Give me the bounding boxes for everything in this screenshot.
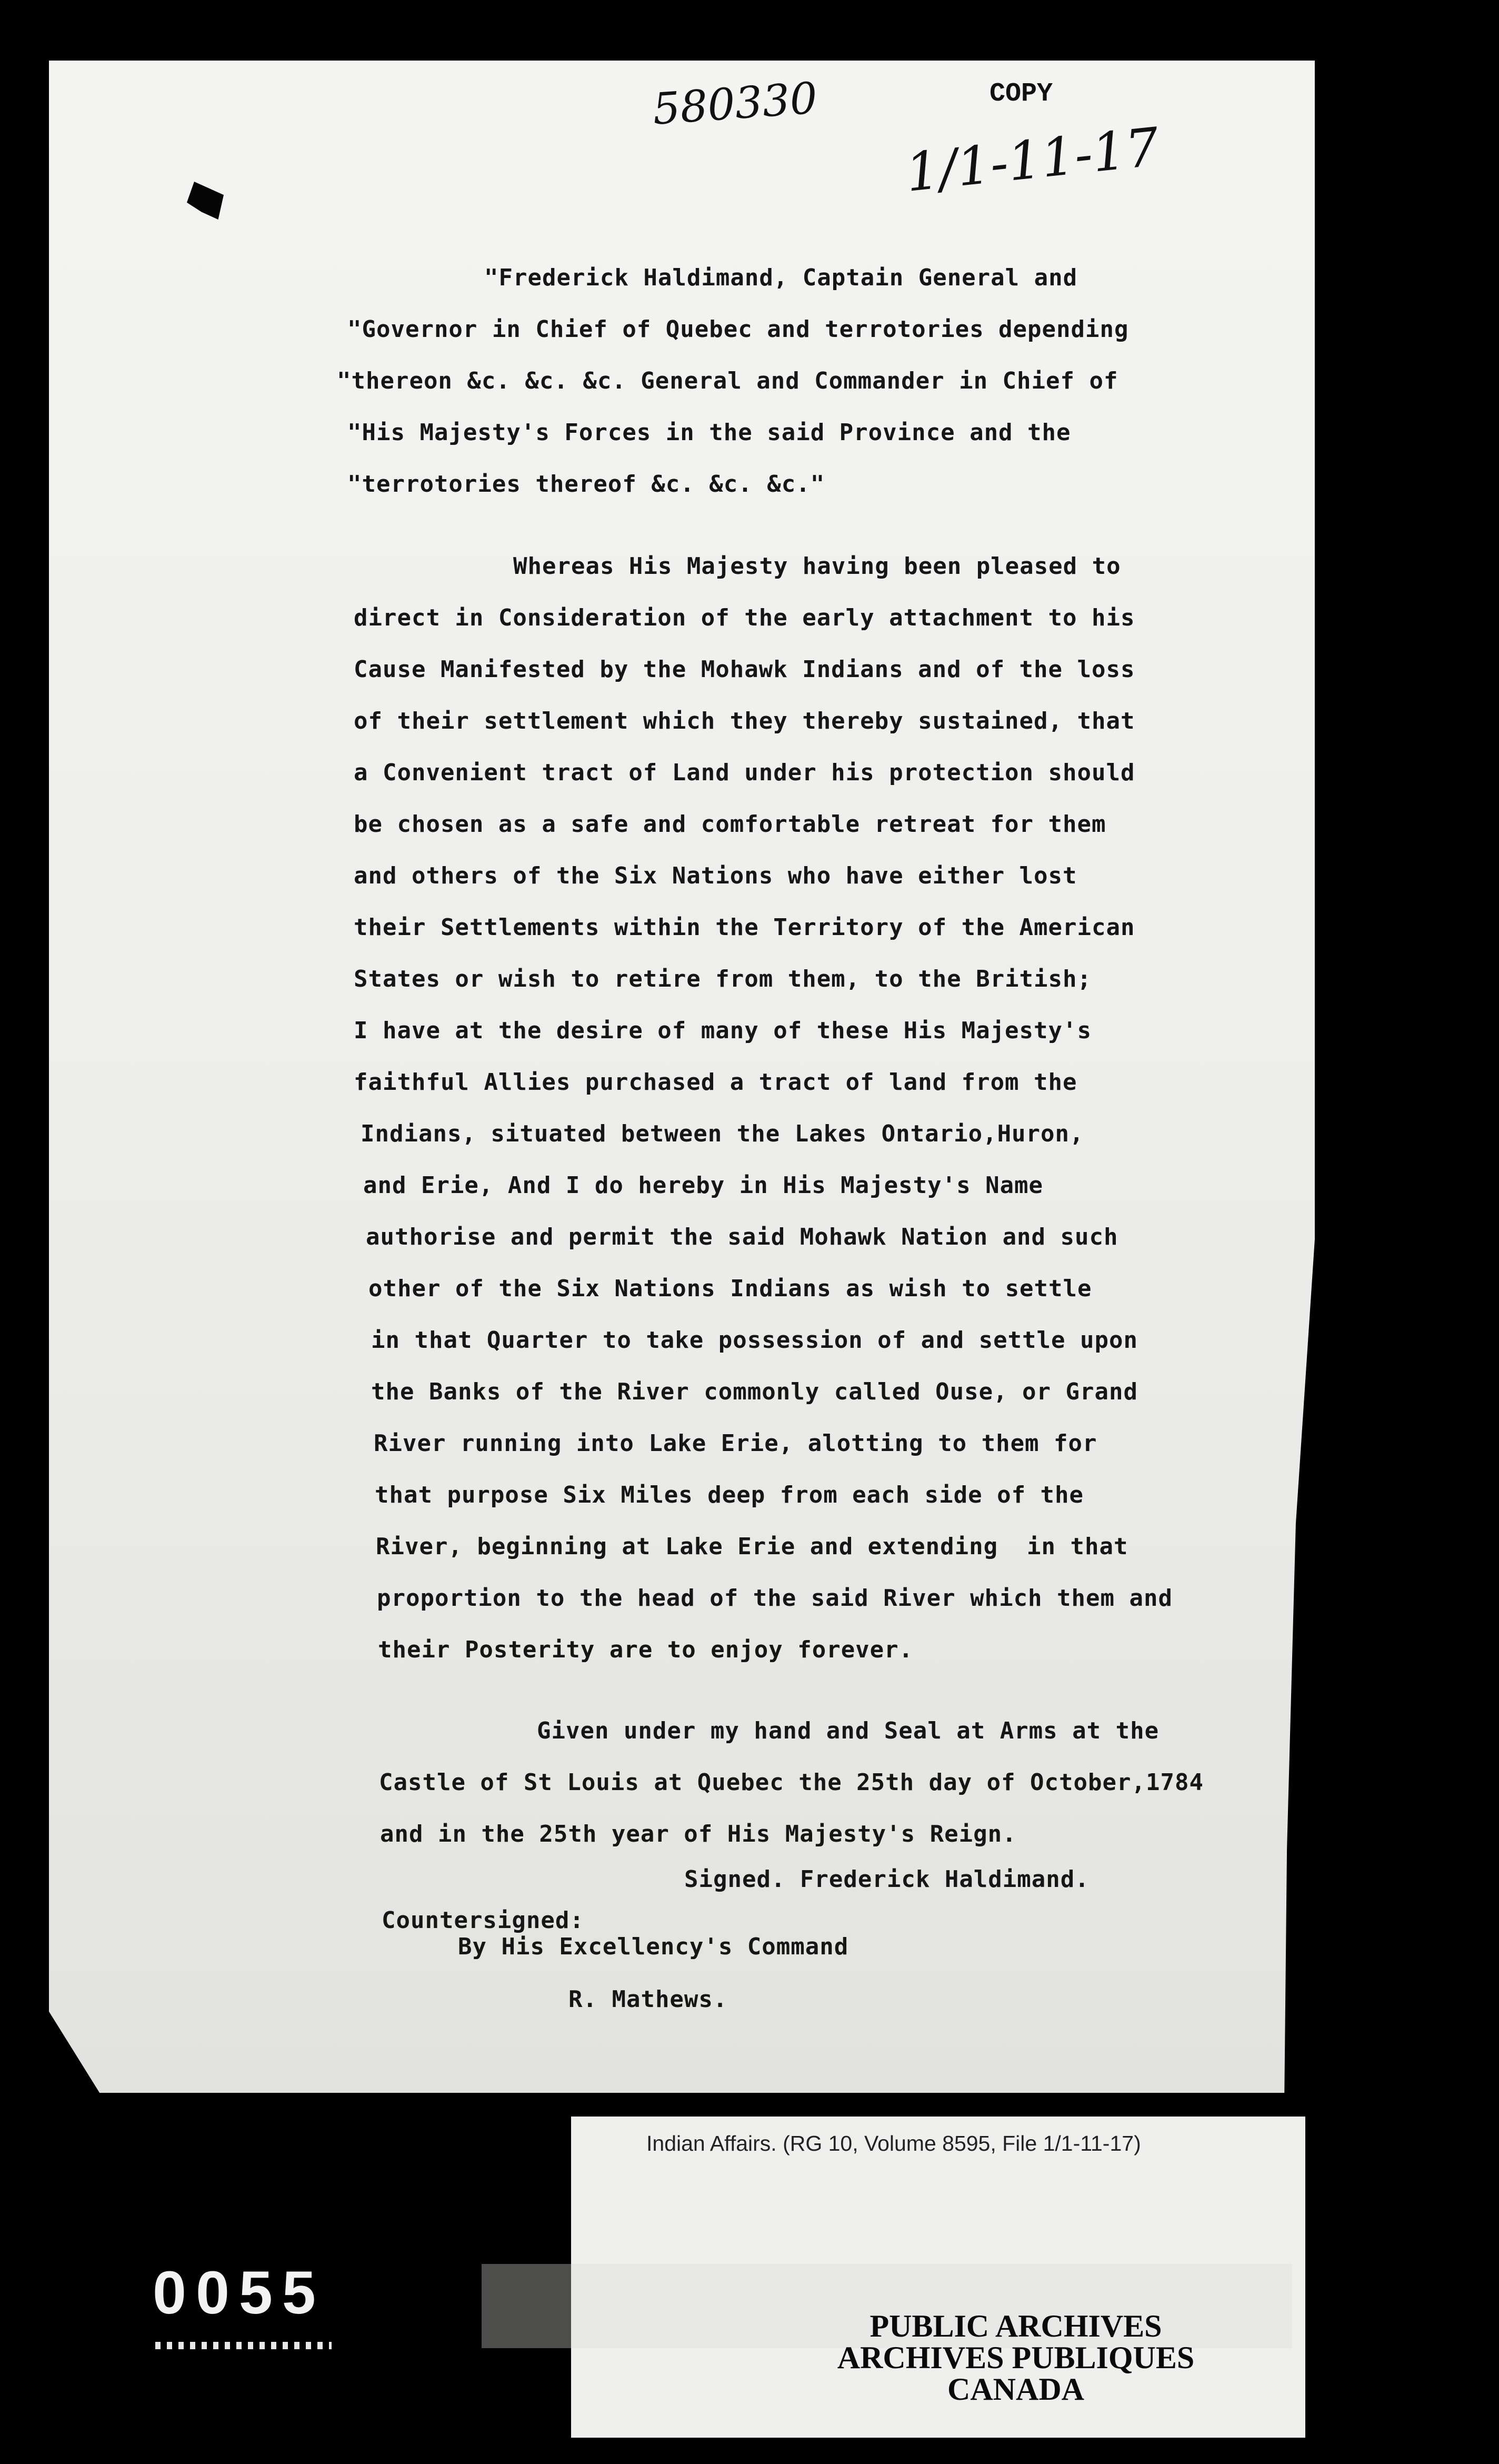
body-line: River running into Lake Erie, alotting to them for [374, 1430, 1097, 1457]
archive-reference: Indian Affairs. (RG 10, Volume 8595, File 1/1-11-17) [646, 2131, 1141, 2155]
body-line: authorise and permit the said Mohawk Nation and such [366, 1224, 1118, 1250]
body-line: their Settlements within the Territory of the American [354, 914, 1135, 941]
body-line: Indians, situated between the Lakes Ontario,Huron, [361, 1120, 1084, 1147]
body-line: and Erie, And I do hereby in His Majesty's Name [363, 1172, 1044, 1199]
frame-counter-bar [155, 2342, 332, 2349]
countersigner-name: R. Mathews. [568, 1986, 728, 2013]
body-line: in that Quarter to take possession of and settle upon [371, 1327, 1138, 1354]
file-number: 580330 [651, 73, 819, 135]
signature-line: Signed. Frederick Haldimand. [684, 1866, 1090, 1893]
body-line: Given under my hand and Seal at Arms at the [537, 1717, 1160, 1744]
body-line: the Banks of the River commonly called Ouse, or Grand [371, 1378, 1138, 1405]
corner-note: 1/1-11-17 [903, 116, 1162, 204]
body-line: Castle of St Louis at Quebec the 25th day of October,1784 [379, 1769, 1204, 1796]
archive-name-fr: ARCHIVES PUBLIQUES [837, 2340, 1195, 2375]
body-line: direct in Consideration of the early attachment to his [354, 604, 1135, 631]
body-line: "Frederick Haldimand, Captain General and [484, 264, 1078, 291]
body-line: their Posterity are to enjoy forever. [378, 1636, 914, 1663]
body-line: of their settlement which they thereby sustained, that [354, 708, 1135, 734]
archive-country: CANADA [947, 2372, 1084, 2407]
body-line: faithful Allies purchased a tract of land from the [354, 1069, 1077, 1096]
body-line: and in the 25th year of His Majesty's Reign. [380, 1821, 1017, 1847]
body-line: I have at the desire of many of these His Majesty's [354, 1017, 1092, 1044]
body-line: "terrotories thereof &c. &c. &c." [347, 471, 825, 498]
body-line: that purpose Six Miles deep from each side of the [375, 1482, 1084, 1508]
command-line: By His Excellency's Command [458, 1933, 849, 1960]
body-line: "Governor in Chief of Quebec and terrotories depending [347, 316, 1129, 343]
countersigned-label: Countersigned: [382, 1907, 584, 1934]
body-line: be chosen as a safe and comfortable retreat for them [354, 811, 1106, 838]
body-line: and others of the Six Nations who have either lost [354, 862, 1077, 889]
body-line: Cause Manifested by the Mohawk Indians and of the loss [354, 656, 1135, 683]
body-line: a Convenient tract of Land under his protection should [354, 759, 1135, 786]
body-line: "His Majesty's Forces in the said Province and the [347, 419, 1071, 446]
body-line: proportion to the head of the said River which them and [377, 1585, 1173, 1612]
archive-name-en: PUBLIC ARCHIVES [870, 2309, 1162, 2343]
copy-stamp: COPY [990, 79, 1053, 109]
frame-counter: 0055 [153, 2264, 325, 2322]
body-line: other of the Six Nations Indians as wish to settle [368, 1275, 1092, 1302]
body-line: Whereas His Majesty having been pleased to [513, 553, 1121, 580]
body-line: River, beginning at Lake Erie and extending in that [376, 1533, 1128, 1560]
body-line: States or wish to retire from them, to the British; [354, 966, 1092, 992]
body-line: "thereon &c. &c. &c. General and Commander in Chief of [337, 367, 1118, 394]
